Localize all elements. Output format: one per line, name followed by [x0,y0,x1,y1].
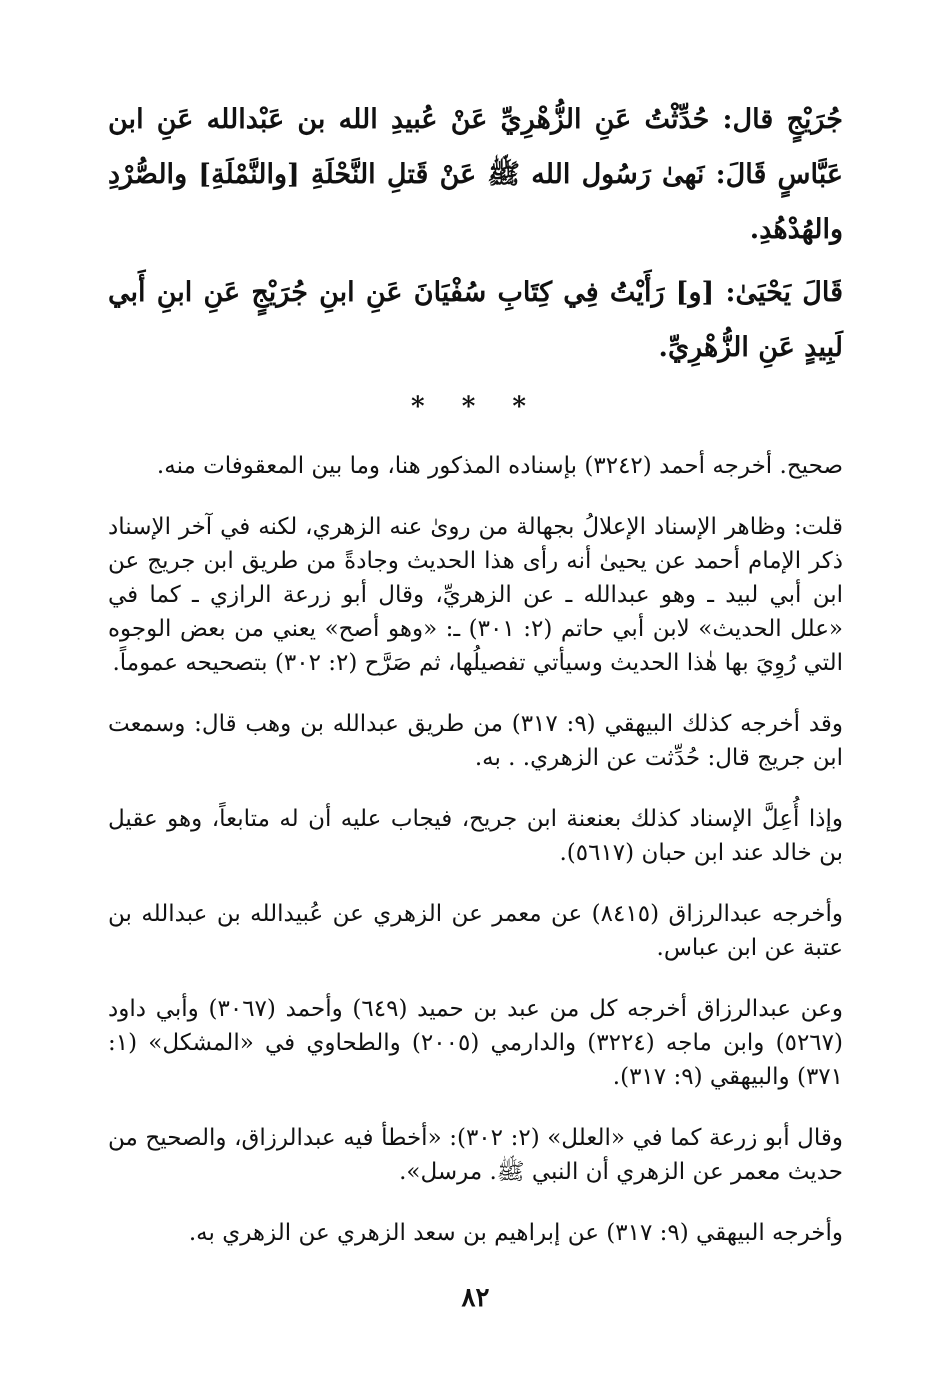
footnote-paragraph: وأخرجه البيهقي (٩: ٣١٧) عن إبراهيم بن سعد الزهري عن الزهري به. [188,1220,843,1246]
page-number: ٨٢ [461,1283,490,1313]
hadith-text: جُرَيْجٍ قال: حُدِّثْتُ عَنِ الزُّهْرِيِّ عَنْ عُبيدِ الله بن عَبْدالله عَنِ ابن عَبَّاسٍ قَالَ: نَهىٰ رَسُول الله ﷺ عَنْ قَتلِ النَّحْلَةِ [والنَّمْلَةِ] والصُّرْدِ والهُدْهُدِ. [108,104,843,245]
footnote-paragraph: وعن عبدالرزاق أخرجه كل من عبد بن حميد (٦٤٩) وأحمد (٣٠٦٧) وأبي داود (٥٢٦٧) وابن ماجه (٣٢٢٤) والدارمي (٢٠٠٥) والطحاوي في «المشكل» (١: ٣٧١) والبيهقي (٩: ٣١٧). [108,996,843,1090]
footnote-paragraph: وأخرجه عبدالرزاق (٨٤١٥) عن معمر عن الزهري عن عُبيدالله بن عبدالله بن عتبة عن ابن عباس. [108,901,844,961]
section-separator: * * * [411,392,540,422]
footnote-paragraph: وقال أبو زرعة كما في «العلل» (٢: ٣٠٢): «أخطأ فيه عبدالرزاق، والصحيح من حديث معمر عن الزهري أن النبي ﷺ. مرسل». [108,1125,843,1185]
footnote-paragraph: صحيح. أخرجه أحمد (٣٢٤٢) بإسناده المذكور هنا، وما بين المعقوفات منه. [156,453,843,479]
page-body [108,92,843,1277]
hadith-source-note: قَالَ يَحْيَىٰ: [و] رَأَيْتُ فِي كِتَابِ سُفْيَانَ عَنِ ابنِ جُرَيْجٍ عَنِ ابنِ أَبي لَبِيدٍ عَنِ الزُّهْرِيِّ. [108,277,843,363]
footnote-paragraph: وقد أخرجه كذلك البيهقي (٩: ٣١٧) من طريق عبدالله بن وهب قال: وسمعت ابن جريج قال: حُدِّثت عن الزهري. . به. [108,711,844,771]
footnote-paragraph: وإذا أُعِلَّ الإسناد كذلك بعنعنة ابن جريح، فيجاب عليه أن له متابعاً، وهو عقيل بن خالد عند ابن حبان (٥٦١٧). [108,806,843,866]
footnote-paragraph: قلت: وظاهر الإسناد الإعلالُ بجهالة من روىٰ عنه الزهري، لكنه في آخر الإسناد ذكر الإمام أحمد عن يحيىٰ أنه رأى هذا الحديث وجادةً من طريق ابن جريج عن ابن أبي لبيد ـ وهو عبدالله ـ عن الزهريِّ، وقال أبو زرعة الرازي ـ كما في «علل الحديث» لابن أبي حاتم (٢: ٣٠١) ـ: «وهو أصح» يعني من بعض الوجوه التي رُوِيَ بها هٰذا الحديث وسيأتي تفصيلُها، ثم صَرَّح (٢: ٣٠٢) بتصحيحه عموماً. [108,514,843,676]
